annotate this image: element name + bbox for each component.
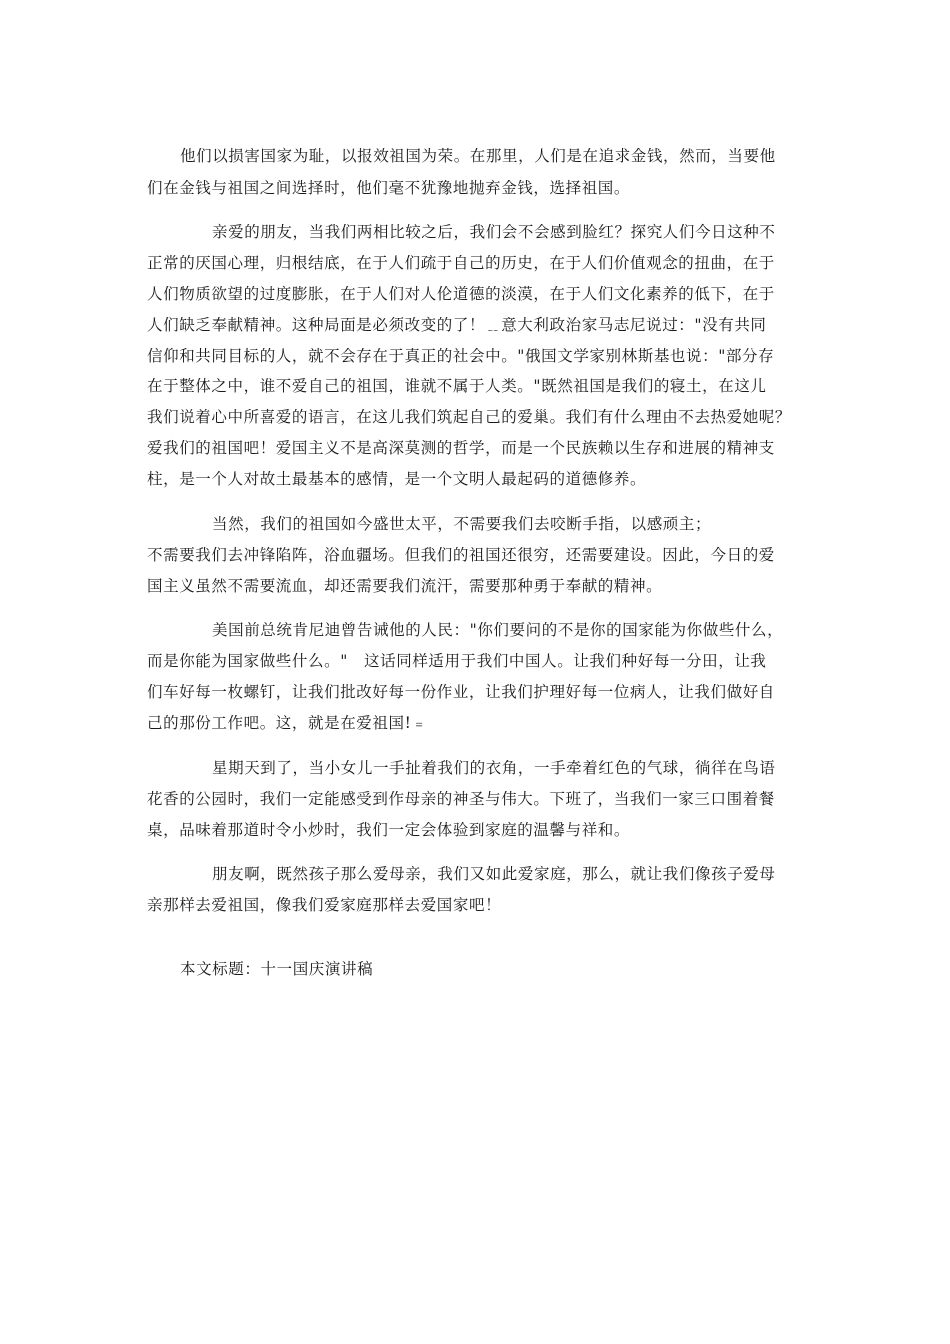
paragraph-2-line-8: 爱我们的祖国吧！爱国主义不是高深莫测的哲学，而是一个民族赖以生存和进展的精神支 [147,439,775,457]
paragraph-2-line-9: 柱，是一个人对故土最基本的感情，是一个文明人最起码的道德修养。 [147,470,647,488]
paragraph-4-line-1: 美国前总统肯尼迪曾告诫他的人民："你们要问的不是你的国家能为你做些什么， [212,621,784,639]
paragraph-1-line-2: 们在金钱与祖国之间选择时，他们毫不犹豫地抛弃金钱，选择祖国。 [147,179,631,197]
paragraph-6-line-1: 朋友啊，既然孩子那么爱母亲，我们又如此爱家庭，那么，就让我们像孩子爱母 [212,865,776,883]
paragraph-5-line-1: 星期天到了，当小女儿一手扯着我们的衣角，一手牵着红色的气球，徜徉在鸟语 [212,759,776,777]
paragraph-2-line-5: 信仰和共同目标的人，就不会存在于真正的社会中。"俄国文学家别林斯基也说："部分存 [147,347,775,365]
paragraph-1-line-1: 他们以损害国家为耻，以报效祖国为荣。在那里，人们是在追求金钱，然而，当要他 [180,147,776,165]
paragraph-2-line-7: 我们说着心中所喜爱的语言，在这儿我们筑起自己的爱巢。我们有什么理由不去热爱她呢？ [147,408,792,426]
paragraph-2-line-1: 亲爱的朋友，当我们两相比较之后，我们会不会感到脸红？探究人们今日这种不 [212,223,776,241]
paragraph-2-line-3: 人们物质欲望的过度膨胀，在于人们对人伦道德的淡漠，在于人们文化素养的低下，在于 [147,285,775,303]
paragraph-2-line-6: 在于整体之中，谁不爱自己的祖国，谁就不属于人类。"既然祖国是我们的寝土，在这儿 [147,377,767,395]
paragraph-3-line-1: 当然，我们的祖国如今盛世太平，不需要我们去咬断手指，以感顽主； [212,515,712,533]
article-title-footer: 本文标题：十一国庆演讲稿 [180,960,374,978]
paragraph-3-line-3: 国主义虽然不需要流血，却还需要我们流汗，需要那种勇于奉献的精神。 [147,577,663,595]
paragraph-4-line-2: 而是你能为国家做些什么。" 这话同样适用于我们中国人。让我们种好每一分田，让我 [147,652,767,670]
paragraph-4-line-4: 己的那份工作吧。这，就是在爱祖国!﹦ [147,714,428,732]
paragraph-6-line-2: 亲那样去爱祖国，像我们爱家庭那样去爱国家吧！ [147,896,502,914]
paragraph-3-line-2: 不需要我们去冲锋陷阵，浴血疆场。但我们的祖国还很穷，还需要建设。因此，今日的爱 [147,546,775,564]
paragraph-2-line-4: 人们缺乏奉献精神。这种局面是必须改变的了！﹎意大利政治家马志尼说过："没有共同 [147,316,767,334]
paragraph-2-line-2: 正常的厌国心理，归根结底，在于人们疏于自己的历史，在于人们价值观念的扭曲，在于 [147,254,775,272]
paragraph-4-line-3: 们车好每一枚螺钉，让我们批改好每一份作业，让我们护理好每一位病人，让我们做好自 [147,683,775,701]
paragraph-5-line-2: 花香的公园时，我们一定能感受到作母亲的神圣与伟大。下班了，当我们一家三口围着餐 [147,790,775,808]
paragraph-5-line-3: 桌，品味着那道时令小炒时，我们一定会体验到家庭的温馨与祥和。 [147,821,631,839]
